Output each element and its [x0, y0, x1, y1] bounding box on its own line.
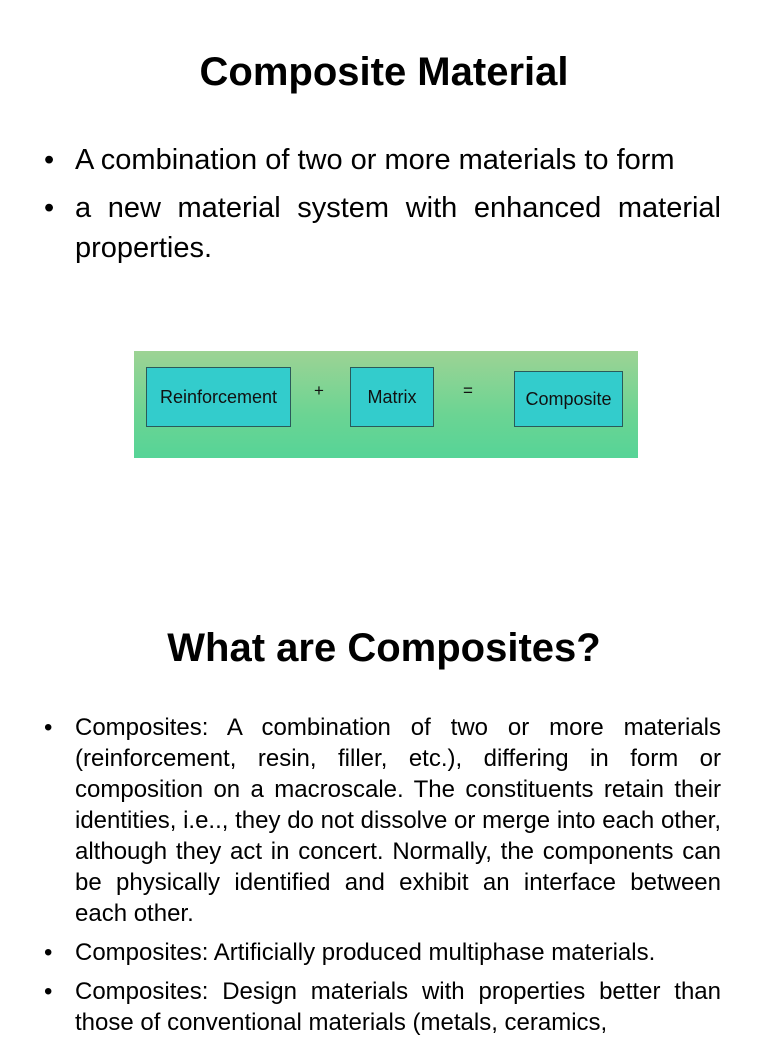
- bullet-item: • Composites: Artificially produced multiphase materials.: [44, 937, 721, 968]
- slide-what-are-composites: [0, 600, 768, 1036]
- slide-title: Composite Material: [199, 50, 569, 94]
- equals-operator: =: [463, 381, 473, 400]
- bullet-list: [44, 712, 721, 1046]
- bullet-item: • A combination of two or more materials to form: [44, 140, 721, 180]
- bullet-item: • a new material system with enhanced material properties.: [44, 188, 721, 268]
- bullet-item: • Composites: A combination of two or more materials (reinforcement, resin, filler, etc.), differing in form or composition on a macroscale. The constituents retain their identities, i.e.., they do not dissolve or merge into each other, although they act in concert. Normally, the components can be physically identified and exhibit an interface between each other.: [44, 712, 721, 929]
- bullet-item: • Composites: Design materials with properties better than those of conventional materials (metals, ceramics,: [44, 976, 721, 1038]
- plus-operator: +: [314, 381, 324, 400]
- reinforcement-box: Reinforcement: [146, 367, 291, 427]
- slide-composite-material: [0, 0, 768, 520]
- composite-box: Composite: [514, 371, 623, 427]
- slide-title: What are Composites?: [167, 626, 601, 670]
- composite-diagram: [134, 351, 638, 458]
- bullet-list: [44, 140, 721, 276]
- matrix-box: Matrix: [350, 367, 434, 427]
